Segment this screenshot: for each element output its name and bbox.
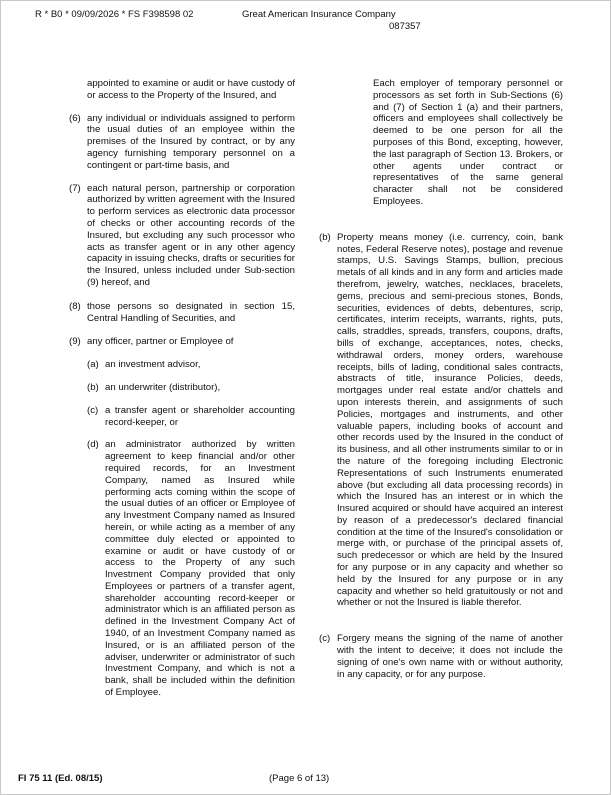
form-number: FI 75 11 (Ed. 08/15) bbox=[18, 773, 103, 784]
sub-item-d bbox=[87, 439, 295, 699]
item-9-label: (9) bbox=[69, 336, 81, 348]
item-9 bbox=[69, 336, 295, 348]
right-continued-body: Each employer of temporary personnel or processors as set forth in Sub-Sections (6) and (7) of Section 1 (a) and their partners, officers and employees shall collectively be deemed to be one person for all the purposes of this Bond, excepting, however, the last paragraph of Section 13. Brokers, or other agents under contract or representatives of the same general character shall not be considered Employees. bbox=[373, 78, 563, 207]
item-8-text: those persons so designated in section 15, Central Handling of Securities, and bbox=[87, 300, 295, 324]
page-number: (Page 6 of 13) bbox=[269, 773, 330, 784]
item-8 bbox=[69, 301, 295, 325]
item-6-text: any individual or individuals assigned to perform the usual duties of an employee within the premises of the Insured by contract, or by any agency furnishing temporary personnel on a contingent or part-time basis, and bbox=[87, 112, 295, 171]
sub-item-c-label: (c) bbox=[87, 404, 99, 416]
right-continued-text bbox=[319, 78, 563, 208]
sub-item-c bbox=[87, 405, 295, 429]
definition-property-text: Property means money (i.e. currency, coin, bank notes, Federal Reserve notes), postage and revenue stamps, U.S. Savings Stamps, bullion, precious metals of all kinds and in any form and articles made therefrom, jewelry, watches, necklaces, bracelets, gems, precious and semi-precious stones, Bonds, securities, evidences of debts, debentures, scrip, certificates, interim receipts, warrants, rights, puts, calls, straddles, spreads, transfers, coupons, drafts, bills of exchange, acceptances, notes, checks, withdrawal orders, money orders, warehouse receipts, bills of lading, conditional sales contracts, abstracts of title, insurance Policies, deeds, mortgages under real estate and/or chattels and upon interests therein, and assignments of such Policies, mortgages and instruments, and other valuable papers, including books of account and other records used by the Insured in the conduct of its business, and all other instruments similar to or in the nature of the foregoing including Electronic Representations of such Instruments enumerated above (but excluding all data processing records) in which the Insured has an interest or in which the Insured acquired or should have acquired an interest by reason of a predecessor's declared financial condition at the time of the Insured's consolidation or merge with, or purchase of the principal assets of, such predecessor or which are held by the Insured for any purpose or in any capacity and whether so held by the Insured for any purpose or in any capacity and whether so held gratuitously or not and whether or not the Insured is liable therefor. bbox=[337, 231, 563, 609]
sub-item-a-text: an investment advisor, bbox=[105, 359, 201, 371]
sub-item-d-text: an administrator authorized by written agreement to keep financial and/or other required records, for an Investment Company, named as Insured while performing acts coming within the scope of the usual duties of an officer or Employee of any Investment Company named as Insured herein, or while acting as a member of any committee duly elected or appointed to examine or audit or have custody of or access to the Property of any such Investment Company provided that only Employees or partners of a transfer agent, shareholder accounting record-keeper or administrator which is an affiliated person as defined in the Investment Company Act of 1940, of an Investment Company named as Insured, or is an affiliated person of the adviser, underwriter or administrator of such Investment Company, and which is not a bank, shall be included within the definition of Employee. bbox=[105, 439, 295, 699]
definition-property-label: (b) bbox=[319, 231, 331, 243]
left-continued-text bbox=[69, 78, 295, 102]
definition-forgery bbox=[319, 633, 563, 680]
item-7-text: each natural person, partnership or corporation authorized by written agreement with the Insured to perform services as electronic data processor of checks or other accounting records of the Insured, but excluding any such processor who acts as transfer agent or in any other agency capacity in issuing checks, drafts or securities for the Insured, unless included under Sub-section (9) hereof, and bbox=[87, 182, 295, 288]
item-9-text: any officer, partner or Employee of bbox=[87, 336, 234, 348]
sub-item-b-label: (b) bbox=[87, 381, 99, 393]
item-7 bbox=[69, 183, 295, 289]
sub-item-c-text: a transfer agent or shareholder accounting record-keeper, or bbox=[105, 404, 295, 428]
sub-item-d-label: (d) bbox=[87, 439, 99, 451]
header-meta: R * B0 * 09/09/2026 * FS F398598 02 bbox=[35, 9, 194, 20]
sub-item-a bbox=[87, 359, 295, 371]
definition-forgery-label: (c) bbox=[319, 633, 331, 645]
right-column bbox=[319, 78, 563, 680]
item-7-label: (7) bbox=[69, 182, 81, 194]
definition-property bbox=[319, 232, 563, 610]
sub-item-b bbox=[87, 382, 295, 394]
header-number: 087357 bbox=[389, 21, 421, 32]
item-6-label: (6) bbox=[69, 112, 81, 124]
left-continued-body: appointed to examine or audit or have custody of or access to the Property of the Insured, and bbox=[87, 78, 295, 101]
item-6 bbox=[69, 113, 295, 172]
left-column bbox=[69, 78, 295, 699]
sub-item-a-label: (a) bbox=[87, 359, 99, 371]
definition-forgery-text: Forgery means the signing of the name of another with the intent to deceive; it does not include the signing of one's own name with or without authority, in any capacity, or for any purpose. bbox=[337, 633, 563, 680]
header-company: Great American Insurance Company bbox=[242, 9, 396, 20]
sub-item-b-text: an underwriter (distributor), bbox=[105, 381, 221, 393]
item-8-label: (8) bbox=[69, 300, 81, 312]
